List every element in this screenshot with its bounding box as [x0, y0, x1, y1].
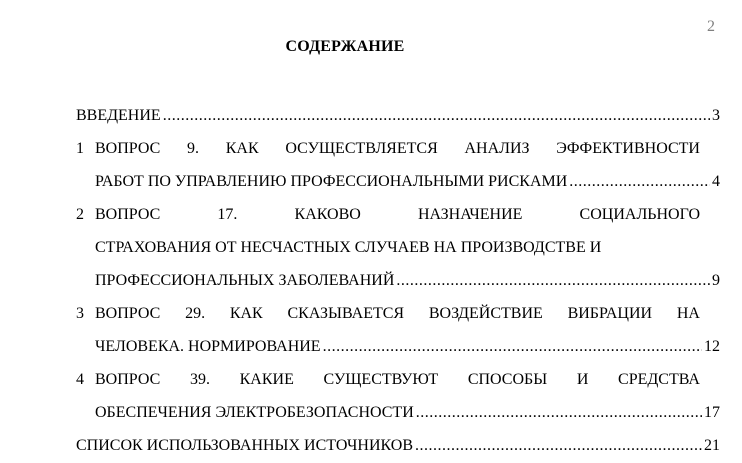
- toc-page-number: 12: [704, 338, 720, 355]
- page-title: СОДЕРЖАНИЕ: [285, 38, 405, 55]
- dot-leader: [569, 165, 710, 198]
- toc-entry-text: РАБОТ ПО УПРАВЛЕНИЮ ПРОФЕССИОНАЛЬНЫМИ РИСКАМИ: [95, 173, 568, 190]
- word: 29.: [185, 305, 206, 322]
- toc-entry-introduction[interactable]: [76, 99, 720, 132]
- word: СПОСОБЫ: [467, 371, 548, 388]
- word: СКАЗЫВАЕТСЯ: [287, 305, 405, 322]
- toc-entry-question-39[interactable]: [76, 363, 720, 396]
- word: КАКОВО: [294, 206, 361, 223]
- toc-page-number: 21: [704, 437, 720, 454]
- word: 17.: [217, 206, 238, 223]
- toc-entry-question-29[interactable]: [76, 297, 720, 330]
- dot-leader: [163, 99, 710, 132]
- word: СУЩЕСТВУЮТ: [323, 371, 439, 388]
- toc-entry-text: ЧЕЛОВЕКА. НОРМИРОВАНИЕ: [95, 338, 321, 355]
- table-of-contents: [76, 99, 720, 462]
- toc-entry-number: 1: [76, 140, 84, 157]
- word: И: [576, 371, 589, 388]
- dot-leader: [396, 264, 710, 297]
- word: НА: [676, 305, 700, 322]
- word: КАК: [229, 305, 263, 322]
- toc-page-number: 17: [704, 404, 720, 421]
- toc-entry-text-line: [95, 198, 720, 231]
- word: ВОПРОС: [95, 305, 161, 322]
- dot-leader: [415, 429, 702, 462]
- word: ВОПРОС: [95, 140, 161, 157]
- word: АНАЛИЗ: [464, 140, 530, 157]
- toc-entry-question-39-continued[interactable]: [76, 396, 720, 429]
- word: ВОЗДЕЙСТВИЕ: [428, 305, 543, 322]
- word: КАКИЕ: [239, 371, 294, 388]
- toc-entry-text: ОБЕСПЕЧЕНИЯ ЭЛЕКТРОБЕЗОПАСНОСТИ: [95, 404, 414, 421]
- toc-entry-number: 3: [76, 305, 84, 322]
- toc-entry-question-17-continued[interactable]: [76, 231, 720, 264]
- word: ЭФФЕКТИВНОСТИ: [556, 140, 700, 157]
- word: 9.: [187, 140, 200, 157]
- word: ВОПРОС: [95, 371, 161, 388]
- toc-entry-text: ВВЕДЕНИЕ: [76, 107, 161, 124]
- toc-page-number: 4: [712, 173, 720, 190]
- toc-entry-question-17-continued-2[interactable]: [76, 264, 720, 297]
- word: НАЗНАЧЕНИЕ: [417, 206, 523, 223]
- word: ОСУЩЕСТВЛЯЕТСЯ: [285, 140, 438, 157]
- word: СОЦИАЛЬНОГО: [579, 206, 700, 223]
- word: ВОПРОС: [95, 206, 161, 223]
- dot-leader: [416, 396, 702, 429]
- page-number: 2: [707, 18, 715, 35]
- toc-entry-number: 4: [76, 371, 84, 388]
- toc-entry-sources[interactable]: [76, 429, 720, 462]
- toc-entry-question-9[interactable]: [76, 132, 720, 165]
- toc-entry-question-29-continued[interactable]: [76, 330, 720, 363]
- toc-entry-text-line: [95, 132, 720, 165]
- toc-page-number: 9: [712, 272, 720, 289]
- toc-entry-text-line: [95, 363, 720, 396]
- dot-leader: [323, 330, 702, 363]
- toc-entry-question-17[interactable]: [76, 198, 720, 231]
- word: ВИБРАЦИИ: [567, 305, 653, 322]
- toc-page-number: 3: [712, 107, 720, 124]
- word: СРЕДСТВА: [618, 371, 700, 388]
- toc-entry-text: ПРОФЕССИОНАЛЬНЫХ ЗАБОЛЕВАНИЙ: [95, 272, 395, 289]
- toc-entry-text: СПИСОК ИСПОЛЬЗОВАННЫХ ИСТОЧНИКОВ: [76, 437, 414, 454]
- word: КАК: [225, 140, 259, 157]
- toc-entry-text: СТРАХОВАНИЯ ОТ НЕСЧАСТНЫХ СЛУЧАЕВ НА ПРОИЗВОДСТВЕ И: [95, 239, 602, 256]
- toc-entry-number: 2: [76, 206, 84, 223]
- toc-entry-text-line: [95, 297, 720, 330]
- word: 39.: [189, 371, 210, 388]
- toc-entry-question-9-continued[interactable]: [76, 165, 720, 198]
